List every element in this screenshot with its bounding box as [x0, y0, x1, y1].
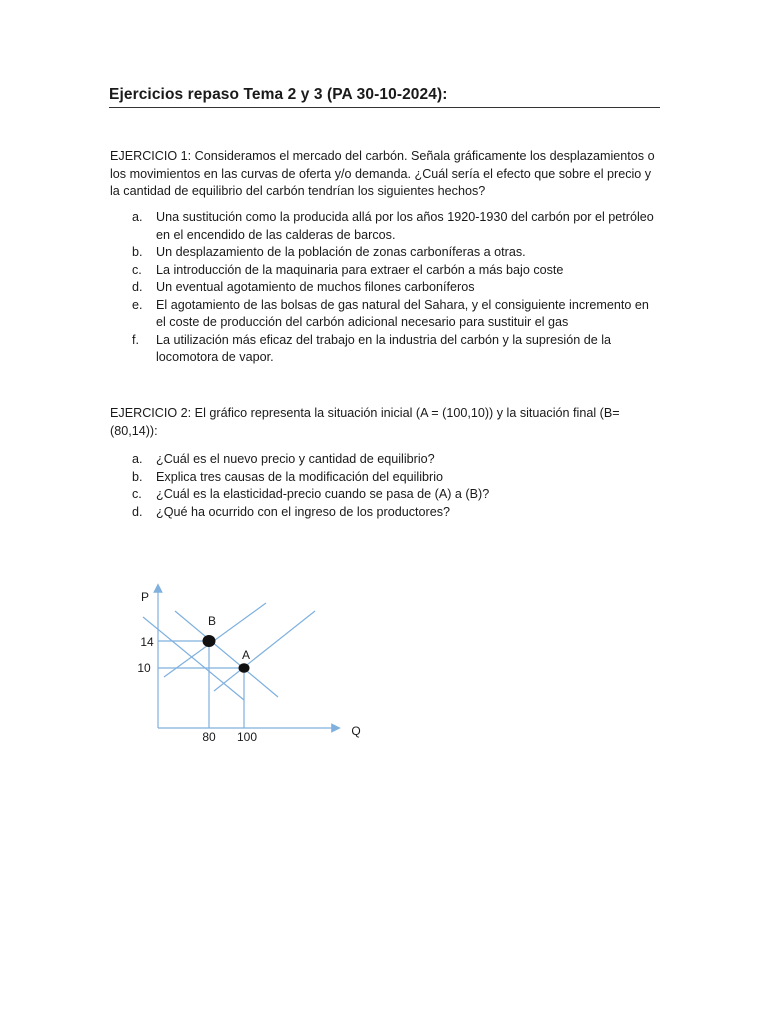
- list-item-text: El agotamiento de las bolsas de gas natural del Sahara, y el consiguiente incremento en el coste de producción del carbón adicional necesario para sustituir el gas: [156, 297, 649, 329]
- supply-curve-2: [214, 611, 315, 691]
- list-marker: a.: [132, 452, 143, 466]
- list-marker: b.: [132, 469, 143, 484]
- list-marker: c.: [132, 487, 142, 501]
- list-marker: d.: [132, 504, 143, 519]
- list-marker: d.: [132, 280, 143, 294]
- y-tick-label: 10: [137, 661, 151, 675]
- x-tick-label: 100: [236, 730, 258, 744]
- list-marker: a.: [132, 210, 143, 224]
- equilibrium-point-b: [203, 635, 216, 647]
- y-tick-label: 14: [140, 635, 154, 649]
- page-title: Ejercicios repaso Tema 2 y 3 (PA 30-10-2024):: [109, 86, 660, 108]
- point-label-a: A: [241, 648, 251, 662]
- list-item-text: ¿Cuál es la elasticidad-precio cuando se pasa de (A) a (B)?: [156, 487, 490, 501]
- list-marker: b.: [132, 245, 143, 259]
- demand-curve-1: [175, 611, 278, 697]
- point-label-b: B: [207, 614, 217, 628]
- list-item-text: ¿Qué ha ocurrido con el ingreso de los productores?: [156, 504, 451, 519]
- list-item-text: Un desplazamiento de la población de zonas carboníferas a otras.: [156, 245, 526, 259]
- x-axis-label: Q: [351, 724, 361, 738]
- list-marker: f.: [132, 332, 139, 347]
- list-item-text: Un eventual agotamiento de muchos filones carboníferos: [156, 280, 475, 294]
- list-item-text: La utilización más eficaz del trabajo en la industria del carbón y la supresión de la locomotora de vapor.: [156, 332, 612, 364]
- list-item-text: Explica tres causas de la modificación del equilibrio: [156, 469, 444, 484]
- y-axis-label: P: [140, 590, 150, 604]
- list-marker: e.: [132, 297, 143, 312]
- exercise-2-intro: EJERCICIO 2: El gráfico representa la situación inicial (A = (100,10)) y la situación final (B=(80,14)):: [110, 406, 620, 438]
- x-tick-label: 80: [202, 730, 216, 744]
- list-item-text: Una sustitución como la producida allá por los años 1920-1930 del carbón por el petróleo en el encendido de las calderas de barcos.: [156, 210, 654, 242]
- list-marker: c.: [132, 262, 142, 277]
- exercise-1-intro: EJERCICIO 1: Consideramos el mercado del carbón. Señala gráficamente los desplazamientos o los movimientos en las curvas de oferta y/o demanda. ¿Cuál sería el efecto que sobre el precio y la cantidad de equilibrio del carbón tendrían los siguientes hechos?: [110, 149, 655, 198]
- equilibrium-point-a: [239, 663, 250, 673]
- list-item-text: La introducción de la maquinaria para extraer el carbón a más bajo coste: [156, 262, 564, 277]
- list-item-text: ¿Cuál es el nuevo precio y cantidad de equilibrio?: [156, 452, 435, 466]
